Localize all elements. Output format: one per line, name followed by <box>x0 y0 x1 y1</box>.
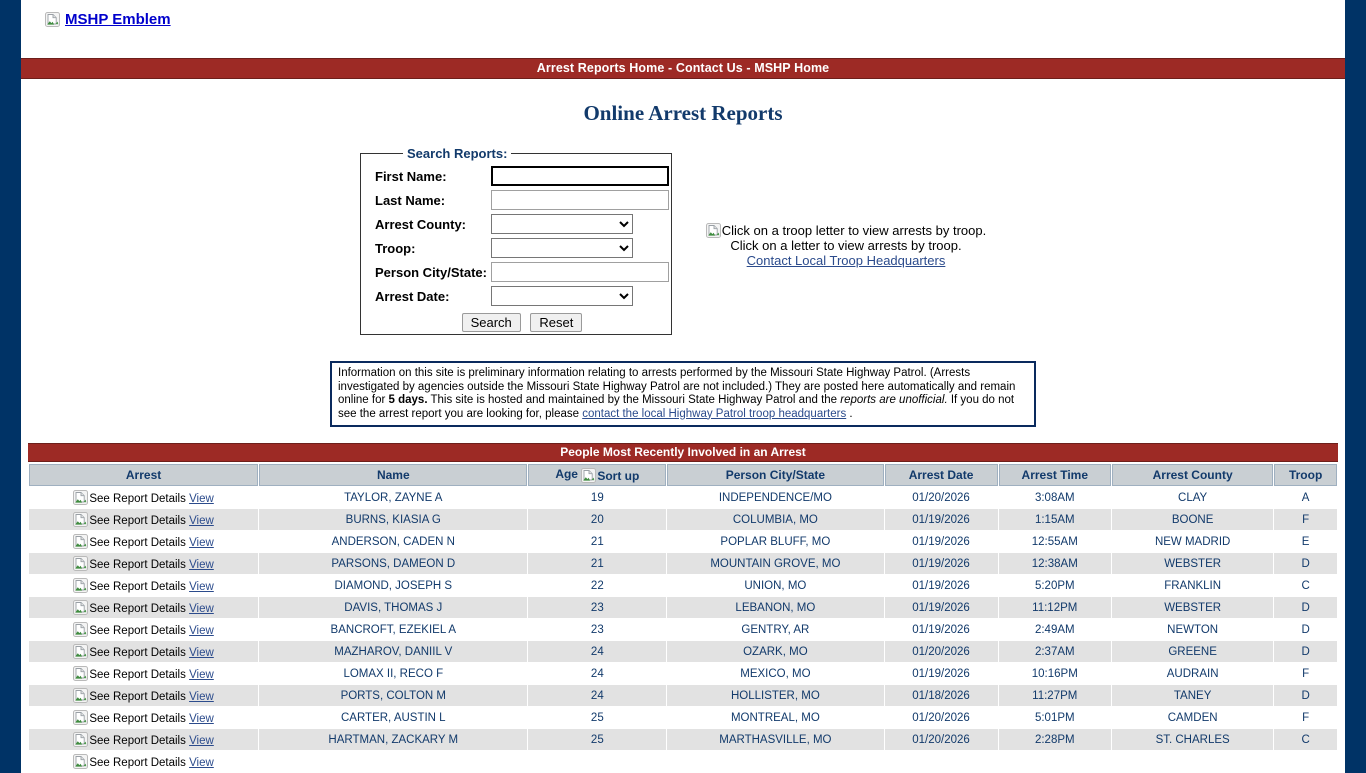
cell-city-state: MOUNTAIN GROVE, MO <box>667 553 883 574</box>
cell-arrest[interactable] <box>29 553 258 574</box>
cell-name: ANDERSON, CADEN N <box>259 531 527 552</box>
page-container <box>21 0 1345 773</box>
cell-arrest[interactable] <box>29 707 258 728</box>
see-report-details-alt-text: See Report Details <box>89 669 186 681</box>
cell-arrest-date: 01/20/2026 <box>885 487 998 508</box>
view-report-link[interactable]: View <box>189 603 214 615</box>
view-report-link[interactable]: View <box>189 757 214 769</box>
cell-age: 24 <box>528 641 666 662</box>
search-button[interactable]: Search <box>462 313 521 332</box>
broken-image-icon <box>73 622 88 637</box>
cell-name: BANCROFT, EZEKIEL A <box>259 619 527 640</box>
cell-arrest-date: 01/19/2026 <box>885 531 998 552</box>
search-reports-form <box>360 146 672 335</box>
cell-troop: A <box>1274 487 1337 508</box>
cell-troop: F <box>1274 663 1337 684</box>
column-header-age-label[interactable]: Age <box>555 467 578 482</box>
cell-troop: C <box>1274 575 1337 596</box>
table-row <box>29 597 1337 618</box>
table-row <box>29 707 1337 728</box>
disclaimer-text-3: If you do not see the arrest report you are looking for, please <box>338 394 1015 420</box>
nav-separator-1: - <box>664 61 676 75</box>
cell-arrest[interactable] <box>29 575 258 596</box>
cell-arrest-time: 12:38AM <box>999 553 1111 574</box>
broken-image-icon <box>73 666 88 681</box>
cell-arrest-time <box>999 751 1111 772</box>
see-report-details-alt-text: See Report Details <box>89 713 186 725</box>
troop-map-alt-text: Click on a troop letter to view arrests by troop. <box>721 223 987 238</box>
cell-arrest[interactable] <box>29 597 258 618</box>
cell-arrest[interactable] <box>29 751 258 772</box>
cell-arrest-date: 01/19/2026 <box>885 597 998 618</box>
cell-city-state: GENTRY, AR <box>667 619 883 640</box>
table-row <box>29 685 1337 706</box>
column-header-troop[interactable]: Troop <box>1274 464 1337 486</box>
cell-arrest-date: 01/20/2026 <box>885 641 998 662</box>
broken-image-icon <box>73 512 88 527</box>
see-report-details-alt-text: See Report Details <box>89 537 186 549</box>
cell-age: 25 <box>528 729 666 750</box>
cell-age <box>528 751 666 772</box>
cell-arrest-county: CAMDEN <box>1112 707 1273 728</box>
first-name-label: First Name: <box>375 168 447 184</box>
disclaimer-text-1: Information on this site is preliminary information relating to arrests performed by the Missouri State Highway Patrol. (Arrests investigated by agencies outside the Missouri State Highway Patrol are not included.) They are posted here automatically and remain online for <box>338 367 1016 406</box>
cell-troop: D <box>1274 641 1337 662</box>
broken-image-icon <box>73 600 88 615</box>
view-report-link[interactable]: View <box>189 691 214 703</box>
see-report-details-alt-text: See Report Details <box>89 581 186 593</box>
column-header-arrest-date[interactable]: Arrest Date <box>885 464 998 486</box>
cell-troop: D <box>1274 619 1337 640</box>
table-row <box>29 729 1337 750</box>
cell-arrest-time: 2:28PM <box>999 729 1111 750</box>
view-report-link[interactable]: View <box>189 647 214 659</box>
cell-age: 24 <box>528 663 666 684</box>
cell-city-state: COLUMBIA, MO <box>667 509 883 530</box>
see-report-details-alt-text: See Report Details <box>89 625 186 637</box>
cell-arrest-county: WEBSTER <box>1112 597 1273 618</box>
see-report-details-alt-text: See Report Details <box>89 647 186 659</box>
cell-age: 19 <box>528 487 666 508</box>
cell-name <box>259 751 527 772</box>
broken-image-icon <box>706 223 721 238</box>
cell-name: LOMAX II, RECO F <box>259 663 527 684</box>
troop-caption: Click on a letter to view arrests by troop. <box>730 238 962 253</box>
broken-image-icon <box>73 534 88 549</box>
cell-city-state <box>667 751 883 772</box>
search-legend: Search Reports: <box>407 146 508 161</box>
cell-arrest-county: AUDRAIN <box>1112 663 1273 684</box>
search-area <box>21 146 1345 361</box>
table-row <box>29 619 1337 640</box>
cell-troop: F <box>1274 509 1337 530</box>
arrest-date-label: Arrest Date: <box>375 288 450 304</box>
cell-age: 20 <box>528 509 666 530</box>
cell-city-state: OZARK, MO <box>667 641 883 662</box>
troop-map-image-row[interactable] <box>681 223 1011 238</box>
cell-arrest-time: 5:20PM <box>999 575 1111 596</box>
cell-arrest[interactable] <box>29 685 258 706</box>
cell-arrest-date: 01/19/2026 <box>885 553 998 574</box>
troop-select[interactable] <box>491 238 633 258</box>
view-report-link[interactable]: View <box>189 493 214 505</box>
cell-city-state: MARTHASVILLE, MO <box>667 729 883 750</box>
table-header-row <box>29 464 1337 486</box>
arrest-county-select[interactable] <box>491 214 633 234</box>
cell-arrest-county: NEW MADRID <box>1112 531 1273 552</box>
site-header <box>21 0 1345 58</box>
cell-arrest-county: CLAY <box>1112 487 1273 508</box>
cell-arrest-county: TANEY <box>1112 685 1273 706</box>
cell-troop: F <box>1274 707 1337 728</box>
cell-arrest-time: 2:49AM <box>999 619 1111 640</box>
cell-arrest-time: 11:27PM <box>999 685 1111 706</box>
last-name-input[interactable] <box>491 190 669 210</box>
table-row <box>29 531 1337 552</box>
column-header-person-city-state[interactable]: Person City/State <box>667 464 883 486</box>
cell-arrest-date: 01/20/2026 <box>885 729 998 750</box>
cell-name: BURNS, KIASIA G <box>259 509 527 530</box>
table-row <box>29 509 1337 530</box>
cell-arrest[interactable] <box>29 619 258 640</box>
sort-up-icon[interactable] <box>581 468 639 483</box>
disclaimer-text-4: . <box>846 407 853 420</box>
disclaimer-unofficial: reports are unofficial. <box>840 394 948 406</box>
cell-troop: D <box>1274 685 1337 706</box>
cell-arrest-county: NEWTON <box>1112 619 1273 640</box>
cell-arrest-county <box>1112 751 1273 772</box>
cell-arrest-county: WEBSTER <box>1112 553 1273 574</box>
cell-arrest[interactable] <box>29 487 258 508</box>
cell-name: DAVIS, THOMAS J <box>259 597 527 618</box>
broken-image-icon <box>73 754 88 769</box>
cell-age: 23 <box>528 597 666 618</box>
main-navbar <box>21 58 1345 79</box>
emblem-alt-text[interactable]: MSHP Emblem <box>65 11 171 28</box>
contact-local-troop-hq-link[interactable]: Contact Local Troop Headquarters <box>746 253 946 268</box>
arrest-county-label: Arrest County: <box>375 216 467 232</box>
arrest-date-select[interactable] <box>491 286 633 306</box>
cell-arrest-time: 2:37AM <box>999 641 1111 662</box>
cell-arrest-date: 01/19/2026 <box>885 619 998 640</box>
see-report-details-alt-text: See Report Details <box>89 515 186 527</box>
reset-button[interactable]: Reset <box>530 313 582 332</box>
cell-arrest-date: 01/19/2026 <box>885 509 998 530</box>
sort-up-alt-text[interactable]: Sort up <box>597 468 640 483</box>
see-report-details-alt-text: See Report Details <box>89 735 186 747</box>
cell-age: 21 <box>528 531 666 552</box>
cell-age: 24 <box>528 685 666 706</box>
disclaimer-text-2: This site is hosted and maintained by the Missouri State Highway Patrol and the <box>427 394 841 406</box>
table-row <box>29 751 1337 772</box>
cell-arrest-date: 01/18/2026 <box>885 685 998 706</box>
broken-image-icon <box>73 644 88 659</box>
cell-troop <box>1274 751 1337 772</box>
cell-arrest-county: GREENE <box>1112 641 1273 662</box>
cell-arrest-time: 12:55AM <box>999 531 1111 552</box>
cell-name: TAYLOR, ZAYNE A <box>259 487 527 508</box>
broken-image-icon <box>73 490 88 505</box>
troop-info-panel <box>681 223 1011 268</box>
view-report-link[interactable]: View <box>189 559 214 571</box>
broken-image-icon <box>73 556 88 571</box>
troop-label: Troop: <box>375 240 416 256</box>
page-title: Online Arrest Reports <box>583 101 783 125</box>
broken-image-icon <box>581 468 596 483</box>
disclaimer-troop-hq-link[interactable]: contact the local Highway Patrol troop headquarters <box>582 407 847 420</box>
cell-arrest-time: 1:15AM <box>999 509 1111 530</box>
cell-troop: D <box>1274 597 1337 618</box>
cell-arrest-county: FRANKLIN <box>1112 575 1273 596</box>
broken-image-icon <box>73 578 88 593</box>
column-header-arrest[interactable]: Arrest <box>29 464 258 486</box>
cell-city-state: INDEPENDENCE/MO <box>667 487 883 508</box>
view-report-link[interactable]: View <box>189 581 214 593</box>
cell-city-state: MONTREAL, MO <box>667 707 883 728</box>
cell-age: 25 <box>528 707 666 728</box>
table-row <box>29 663 1337 684</box>
person-city-state-label: Person City/State: <box>375 264 487 280</box>
column-header-arrest-time[interactable]: Arrest Time <box>999 464 1111 486</box>
cell-arrest-county: BOONE <box>1112 509 1273 530</box>
cell-age: 22 <box>528 575 666 596</box>
person-city-state-input[interactable] <box>491 262 669 282</box>
cell-name: MAZHAROV, DANIIL V <box>259 641 527 662</box>
cell-name: PARSONS, DAMEON D <box>259 553 527 574</box>
table-row <box>29 487 1337 508</box>
cell-age: 21 <box>528 553 666 574</box>
table-body <box>29 487 1337 772</box>
see-report-details-alt-text: See Report Details <box>89 691 186 703</box>
cell-arrest[interactable] <box>29 641 258 662</box>
cell-arrest[interactable] <box>29 663 258 684</box>
view-report-link[interactable]: View <box>189 735 214 747</box>
cell-name: CARTER, AUSTIN L <box>259 707 527 728</box>
see-report-details-alt-text: See Report Details <box>89 559 186 571</box>
column-header-age[interactable] <box>528 464 666 486</box>
cell-troop: C <box>1274 729 1337 750</box>
cell-arrest-time: 3:08AM <box>999 487 1111 508</box>
cell-city-state: POPLAR BLUFF, MO <box>667 531 883 552</box>
cell-arrest-time: 11:12PM <box>999 597 1111 618</box>
cell-arrest[interactable] <box>29 729 258 750</box>
cell-arrest[interactable] <box>29 509 258 530</box>
see-report-details-alt-text: See Report Details <box>89 757 186 769</box>
view-report-link[interactable]: View <box>189 713 214 725</box>
cell-city-state: LEBANON, MO <box>667 597 883 618</box>
first-name-input[interactable] <box>491 166 669 186</box>
view-report-link[interactable]: View <box>189 537 214 549</box>
disclaimer-days: 5 days. <box>388 394 428 406</box>
cell-troop: D <box>1274 553 1337 574</box>
cell-arrest-date: 01/19/2026 <box>885 575 998 596</box>
cell-name: HARTMAN, ZACKARY M <box>259 729 527 750</box>
table-row <box>29 641 1337 662</box>
table-row <box>29 553 1337 574</box>
table-row <box>29 575 1337 596</box>
cell-troop: E <box>1274 531 1337 552</box>
nav-item-contact-us[interactable]: Contact Us <box>675 61 743 75</box>
cell-arrest-county: ST. CHARLES <box>1112 729 1273 750</box>
cell-arrest-date: 01/20/2026 <box>885 707 998 728</box>
last-name-label: Last Name: <box>375 192 446 208</box>
cell-arrest-time: 10:16PM <box>999 663 1111 684</box>
cell-arrest[interactable] <box>29 531 258 552</box>
cell-arrest-time: 5:01PM <box>999 707 1111 728</box>
cell-age: 23 <box>528 619 666 640</box>
broken-image-icon <box>73 732 88 747</box>
broken-image-icon <box>73 710 88 725</box>
view-report-link[interactable]: View <box>189 625 214 637</box>
cell-name: DIAMOND, JOSEPH S <box>259 575 527 596</box>
cell-arrest-date <box>885 751 998 772</box>
see-report-details-alt-text: See Report Details <box>89 493 186 505</box>
emblem-link[interactable] <box>28 10 188 29</box>
nav-separator-2: - <box>742 61 755 75</box>
cell-city-state: MEXICO, MO <box>667 663 883 684</box>
cell-name: PORTS, COLTON M <box>259 685 527 706</box>
cell-city-state: HOLLISTER, MO <box>667 685 883 706</box>
nav-item-arrest-reports-home[interactable]: Arrest Reports Home <box>536 61 665 75</box>
broken-image-icon <box>45 12 60 27</box>
disclaimer-box <box>330 361 1036 427</box>
see-report-details-alt-text: See Report Details <box>89 603 186 615</box>
results-banner: People Most Recently Involved in an Arrest <box>28 443 1338 462</box>
column-header-name[interactable]: Name <box>259 464 527 486</box>
column-header-arrest-county[interactable]: Arrest County <box>1112 464 1273 486</box>
arrest-results-table <box>28 463 1338 773</box>
cell-arrest-date: 01/19/2026 <box>885 663 998 684</box>
broken-image-icon <box>73 688 88 703</box>
view-report-link[interactable]: View <box>189 669 214 681</box>
nav-item-mshp-home[interactable]: MSHP Home <box>754 61 830 75</box>
view-report-link[interactable]: View <box>189 515 214 527</box>
cell-city-state: UNION, MO <box>667 575 883 596</box>
